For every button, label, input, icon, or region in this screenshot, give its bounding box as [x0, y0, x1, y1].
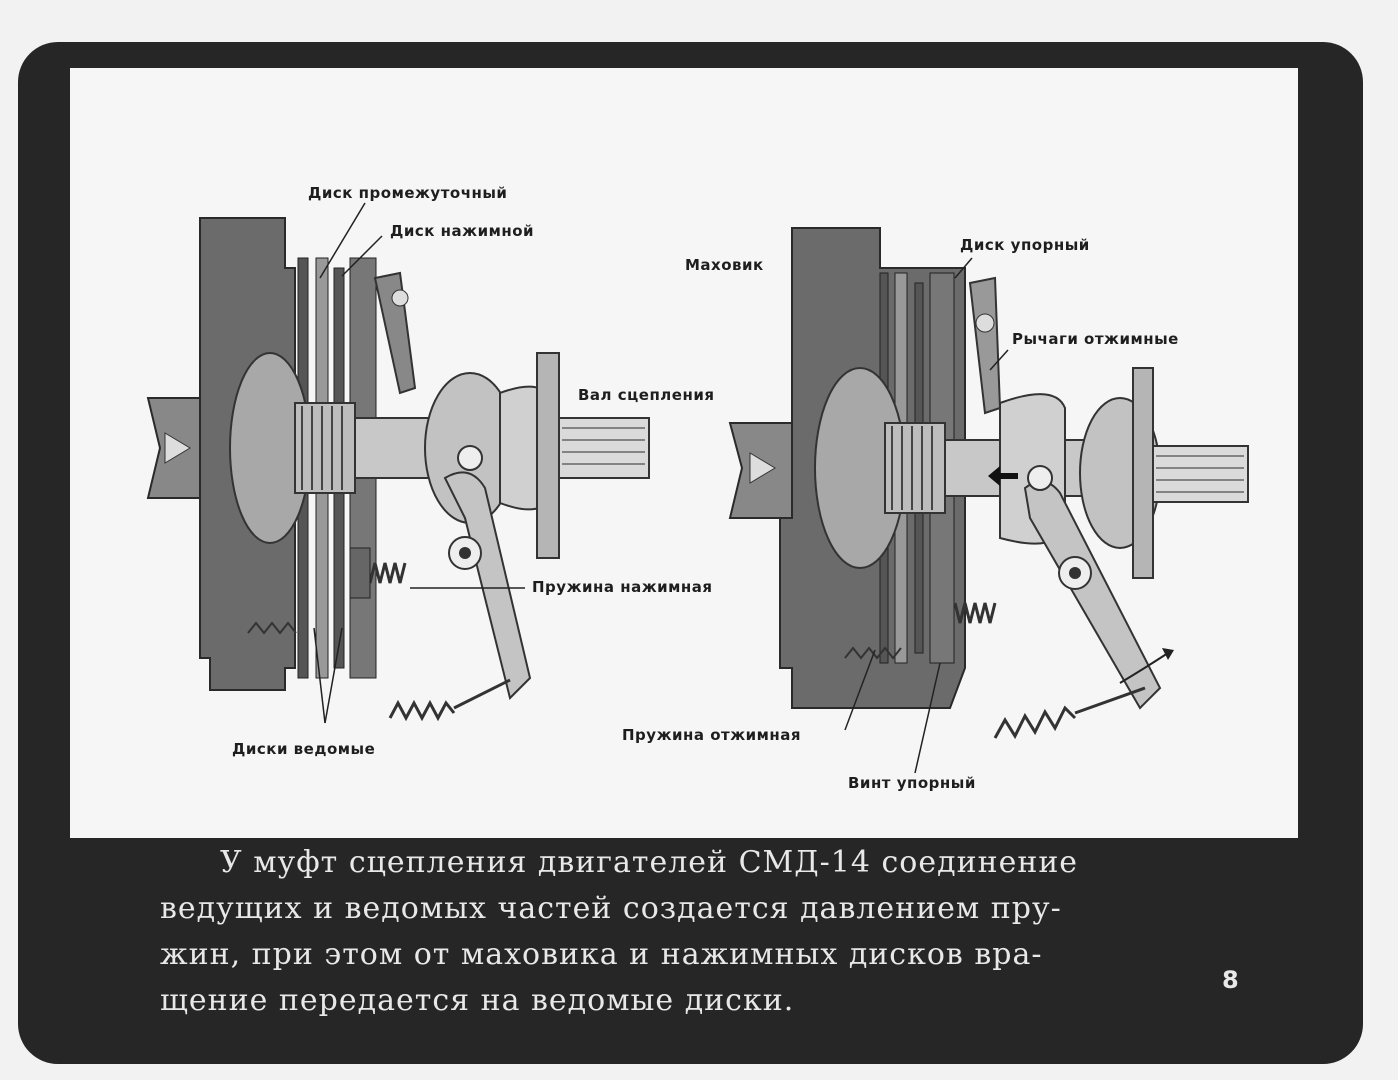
right-clutch-shaft: [1153, 446, 1248, 502]
left-return-spring: [390, 680, 510, 718]
label-thrust-disk: Диск упорный: [960, 236, 1090, 254]
right-clutch-assembly: [730, 228, 1248, 738]
label-pressure-spring: Пружина нажимная: [532, 578, 713, 596]
left-flange: [537, 353, 559, 558]
left-clutch-shaft: [559, 418, 649, 478]
right-upper-lever: [970, 278, 1000, 413]
label-clutch-shaft: Вал сцепления: [578, 386, 715, 404]
slide-number: 8: [1222, 966, 1239, 994]
clutch-diagram: [70, 68, 1298, 838]
left-splined-hub: [295, 403, 355, 493]
label-disk-intermediate: Диск промежуточный: [308, 184, 508, 202]
label-stop-screw: Винт упорный: [848, 774, 976, 792]
label-disk-pressure: Диск нажимной: [390, 222, 535, 240]
label-release-spring: Пружина отжимная: [622, 726, 802, 744]
caption-line-2: ведущих и ведомых частей создается давлением пру-: [160, 891, 1062, 926]
label-release-levers: Рычаги отжимные: [1012, 330, 1179, 348]
caption-line-1: У муфт сцепления двигателей СМД-14 соединение: [220, 845, 1079, 880]
right-return-spring: [995, 688, 1145, 738]
right-flange: [1133, 368, 1153, 578]
caption-line-3: жин, при этом от маховика и нажимных дисков вра-: [160, 937, 1043, 972]
caption-text: [160, 840, 1200, 1024]
caption-line-4: щение передается на ведомые диски.: [160, 983, 795, 1018]
label-driven-disks: Диски ведомые: [232, 740, 376, 758]
label-flywheel: Маховик: [685, 256, 764, 274]
diagram-panel: [70, 68, 1298, 838]
right-splined-hub: [885, 423, 945, 513]
left-clutch-assembly: [148, 218, 649, 718]
